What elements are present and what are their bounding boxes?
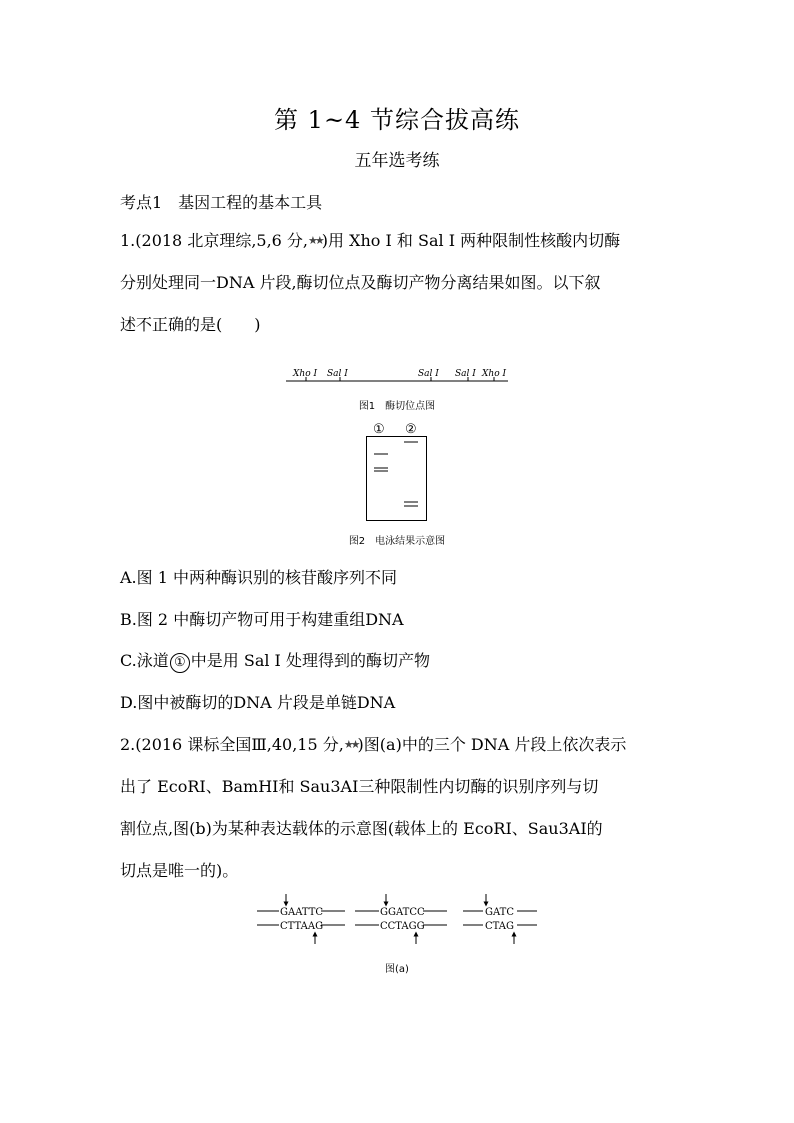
lane-label-2: ② xyxy=(405,422,417,437)
gel-frame xyxy=(367,437,427,521)
sequence-bottom-2: CCTAGG xyxy=(380,921,425,932)
option-a: A.图 1 中两种酶识别的核苷酸序列不同 xyxy=(120,568,397,587)
question-1-line-3: 述不正确的是( ) xyxy=(120,315,261,334)
option-d: D.图中被酶切的DNA 片段是单链DNA xyxy=(120,693,396,712)
option-c: C.泳道 ① 中是用 Sal Ⅰ 处理得到的酶切产物 xyxy=(120,648,430,673)
page-subtitle: 五年选考练 xyxy=(354,151,440,171)
question-2-line-4: 切点是唯一的)。 xyxy=(120,861,239,880)
site-label-xho-2: Xho Ⅰ xyxy=(482,369,507,379)
option-b: B.图 2 中酶切产物可用于构建重组DNA xyxy=(120,610,404,629)
lane-1-circle: ① xyxy=(170,653,190,673)
question-2 xyxy=(120,724,680,892)
page-title: 第 1~4 节综合拔高练 xyxy=(274,106,520,134)
site-label-sal-1: Sal Ⅰ xyxy=(327,369,348,379)
sequence-top-2: GGATCC xyxy=(380,907,425,918)
recognition-sequences-figure xyxy=(255,892,545,952)
sequence-bottom-1: CTTAAG xyxy=(280,921,324,932)
figure-a-caption: 图(a) xyxy=(385,964,409,975)
figure-2-caption: 图2 电泳结果示意图 xyxy=(348,536,446,547)
sequence-top-3: GATC xyxy=(485,907,514,918)
difficulty-stars-icon: ★★ xyxy=(343,738,358,751)
site-label-sal-3: Sal Ⅰ xyxy=(455,369,476,379)
site-label-xho-1: Xho Ⅰ xyxy=(293,369,318,379)
question-1 xyxy=(120,220,680,346)
difficulty-stars-icon: ★★ xyxy=(308,234,322,247)
question-2-line-1: 2.(2016 课标全国Ⅲ,40,15 分,★★)图(a)中的三个 DNA 片段上依次表示 xyxy=(120,724,680,766)
question-1-line-1: 1.(2018 北京理综,5,6 分,★★)用 Xho Ⅰ 和 Sal Ⅰ 两种限制性核酸内切酶 xyxy=(120,220,680,262)
sequence-top-1: GAATTC xyxy=(280,907,324,918)
figure-1-caption: 图1 酶切位点图 xyxy=(358,401,436,412)
question-1-line-2: 分别处理同一DNA 片段,酶切位点及酶切产物分离结果如图。以下叙 xyxy=(120,273,601,292)
gel-figure xyxy=(366,436,428,522)
sequence-bottom-3: CTAG xyxy=(485,921,514,932)
lane-label-1: ① xyxy=(373,422,385,437)
site-label-sal-2: Sal Ⅰ xyxy=(418,369,439,379)
section-heading: 考点1 基因工程的基本工具 xyxy=(120,193,323,212)
question-2-line-2: 出了 EcoRⅠ、BamHⅠ和 Sau3AⅠ三种限制性内切酶的识别序列与切 xyxy=(120,777,599,796)
question-2-line-3: 割位点,图(b)为某种表达载体的示意图(载体上的 EcoRⅠ、Sau3AⅠ的 xyxy=(120,819,603,838)
